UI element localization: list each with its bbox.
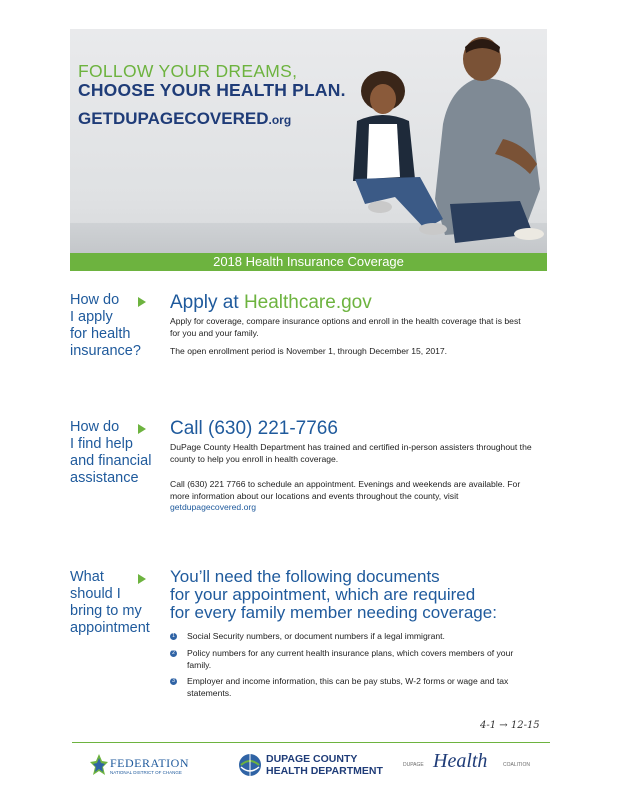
hero-website-suffix: .org [268, 113, 292, 127]
adult-figure [435, 37, 544, 243]
heading-line: for your appointment, which are required [170, 585, 476, 604]
handwritten-note: 4-1 → 12-15 [480, 720, 540, 731]
question-line: I apply [70, 309, 113, 325]
arrow-icon [138, 574, 146, 584]
question-line: bring to my [70, 603, 142, 619]
question-line: insurance? [70, 343, 141, 359]
bullet-text: Employer and income information, this can be pay stubs, W-2 forms or wage and tax statements. [187, 676, 509, 698]
question-apply [70, 292, 162, 360]
federation-star-icon [90, 754, 108, 776]
question-line: What [70, 569, 104, 585]
getdupagecovered-link[interactable]: getdupagecovered.org [170, 502, 257, 512]
bullet-text: Policy numbers for any current health insurance plans, which covers members of your family. [187, 648, 514, 670]
hero-website[interactable] [78, 109, 291, 129]
heading-apply [170, 292, 372, 314]
heading-line: for every family member needing coverage: [170, 603, 497, 622]
schedule-appointment-text [170, 479, 532, 514]
apply-description: Apply for coverage, compare insurance options and enroll in the health coverage that is best for you and your family. [170, 316, 521, 338]
bullet-text: Social Security numbers, or document numbers if a legal immigrant. [187, 631, 445, 641]
question-help [70, 419, 162, 487]
health-department-text: HEALTH DEPARTMENT [266, 765, 383, 777]
enrollment-period: The open enrollment period is November 1, through December 15, 2017. [170, 346, 448, 356]
hero-tagline-2: CHOOSE YOUR HEALTH PLAN. [78, 80, 346, 100]
schedule-text: Call (630) 221 7766 to schedule an appointment. Evenings and weekends are available. For more information about our locations and events throughout the county, visit [170, 479, 521, 501]
question-line: and financial [70, 453, 152, 469]
footer-divider [72, 742, 550, 743]
assisters-description: DuPage County Health Department has trained and certified in-person assisters throughout the county to help you enroll in health coverage. [170, 442, 532, 464]
bullet-number-icon: 2 [170, 650, 177, 657]
hero-tagline-1: FOLLOW YOUR DREAMS, [78, 61, 298, 81]
hero-website-main: GETDUPAGECOVERED [78, 109, 269, 128]
coalition-health-word: Health [433, 750, 488, 772]
arrow-icon [138, 424, 146, 434]
heading-call: Call (630) 221-7766 [170, 418, 338, 439]
federation-subtitle: NATIONAL DISTRICT OF CHANGE [110, 770, 182, 775]
question-line: How do [70, 419, 120, 435]
question-line: I find help [70, 436, 133, 452]
hero-banner [70, 29, 547, 271]
dupage-health-coalition-logo [403, 750, 543, 776]
coalition-suffix: COALITION [503, 762, 530, 768]
bullet-number-icon: 1 [170, 633, 177, 640]
hero-year-banner: 2018 Health Insurance Coverage [70, 253, 547, 271]
heading-prefix: Apply at [170, 292, 244, 313]
dupage-health-department-logo [238, 752, 388, 778]
globe-icon [238, 753, 262, 777]
arrow-icon [138, 297, 146, 307]
bullet-number-icon: 3 [170, 678, 177, 685]
coalition-prefix: DUPAGE [403, 762, 424, 768]
heading-documents [170, 568, 540, 622]
dupage-county-text: DUPAGE COUNTY [266, 753, 358, 765]
healthcare-gov-link[interactable]: Healthcare.gov [243, 292, 372, 313]
federation-name: FEDERATION [110, 756, 189, 770]
heading-line: You’ll need the following documents [170, 567, 440, 586]
hero-photo-illustration [325, 29, 547, 253]
federation-logo [90, 752, 200, 778]
question-line: assistance [70, 470, 139, 486]
question-documents [70, 569, 162, 637]
question-line: for health [70, 326, 131, 342]
child-figure [353, 71, 447, 235]
question-line: appointment [70, 620, 150, 636]
question-line: How do [70, 292, 120, 308]
question-line: should I [70, 586, 121, 602]
